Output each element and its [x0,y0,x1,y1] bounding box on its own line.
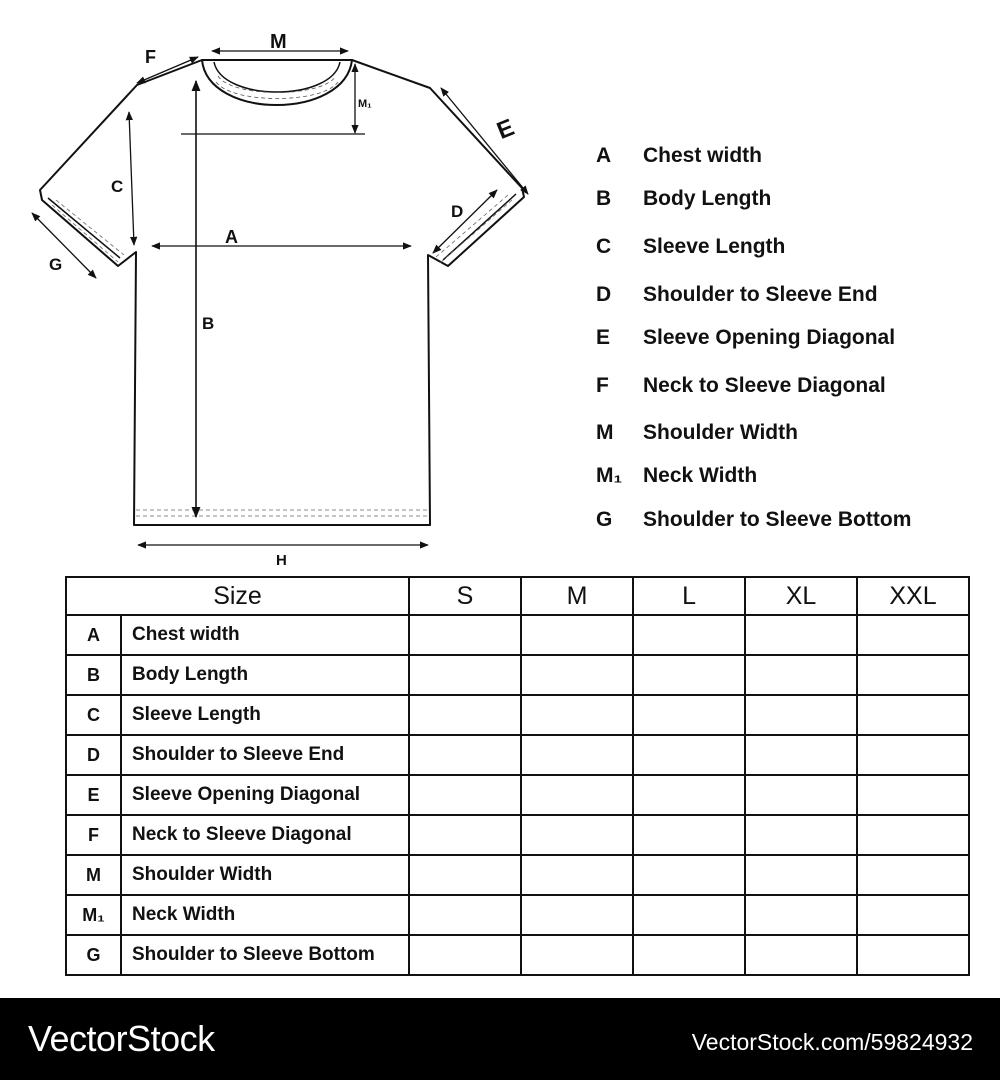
value-cell-l [633,895,745,935]
value-cell-xl [745,815,857,855]
tshirt-diagram [0,0,560,575]
table-row [66,655,969,695]
legend-name: Sleeve Length [643,235,786,258]
legend-name: Body Length [643,187,772,210]
row-name: Sleeve Opening Diagonal [121,775,409,815]
value-cell-s [409,895,521,935]
row-name: Neck to Sleeve Diagonal [121,815,409,855]
value-cell-xxl [857,775,969,815]
legend-name: Shoulder to Sleeve Bottom [643,508,912,531]
value-cell-s [409,735,521,775]
table-row [66,615,969,655]
row-name: Body Length [121,655,409,695]
value-cell-s [409,815,521,855]
value-cell-l [633,735,745,775]
size-column-xxl: XXL [857,577,969,615]
value-cell-xl [745,695,857,735]
table-row [66,695,969,735]
value-cell-m [521,775,633,815]
value-cell-xxl [857,615,969,655]
value-cell-l [633,615,745,655]
label-a: A [225,227,238,247]
table-row [66,735,969,775]
legend-code: E [596,326,611,349]
value-cell-xxl [857,655,969,695]
value-cell-s [409,655,521,695]
value-cell-m [521,935,633,975]
row-name: Shoulder to Sleeve End [121,735,409,775]
legend-item [596,187,996,215]
legend-code: B [596,187,612,210]
value-cell-xxl [857,855,969,895]
size-column-s: S [409,577,521,615]
label-d: D [451,202,464,221]
value-cell-l [633,815,745,855]
value-cell-m [521,615,633,655]
table-header-row [66,577,969,615]
value-cell-s [409,695,521,735]
row-code: G [66,935,121,975]
legend-item [596,326,996,354]
image-id-text: VectorStock.com/59824932 [691,1029,973,1055]
value-cell-m [521,695,633,735]
label-c: C [111,177,124,196]
value-cell-s [409,615,521,655]
legend-item [596,464,996,492]
value-cell-m [521,855,633,895]
row-name: Chest width [121,615,409,655]
legend-code: A [596,144,612,167]
legend-name: Chest width [643,144,762,167]
value-cell-xxl [857,815,969,855]
label-e: E [493,113,519,145]
label-m: M [270,31,287,53]
row-name: Shoulder Width [121,855,409,895]
table-row [66,855,969,895]
legend-name: Shoulder Width [643,421,798,444]
value-cell-l [633,655,745,695]
value-cell-s [409,855,521,895]
row-code: D [66,735,121,775]
legend-name: Shoulder to Sleeve End [643,283,878,306]
row-code: C [66,695,121,735]
table-row [66,815,969,855]
row-name: Neck Width [121,895,409,935]
size-column-xl: XL [745,577,857,615]
footer-bar [0,998,1000,1080]
size-column-l: L [633,577,745,615]
row-code: E [66,775,121,815]
row-code: A [66,615,121,655]
label-m1: M₁ [358,98,372,110]
legend-code: C [596,235,612,258]
value-cell-xl [745,895,857,935]
value-cell-m [521,815,633,855]
value-cell-xl [745,655,857,695]
brand-logo: VectorStock [28,1018,215,1059]
legend-code: M [596,421,614,444]
legend-item [596,508,996,536]
value-cell-xxl [857,695,969,735]
legend-name: Sleeve Opening Diagonal [643,326,896,349]
value-cell-xl [745,935,857,975]
table-row [66,895,969,935]
size-chart-table [65,576,970,976]
value-cell-xl [745,775,857,815]
value-cell-s [409,935,521,975]
size-header: Size [66,577,409,615]
value-cell-xxl [857,895,969,935]
value-cell-xl [745,735,857,775]
legend-item [596,235,996,263]
legend-code: D [596,283,612,306]
legend-item [596,421,996,449]
row-code: M [66,855,121,895]
row-code: B [66,655,121,695]
table-row [66,935,969,975]
value-cell-xxl [857,935,969,975]
value-cell-l [633,695,745,735]
label-g: G [49,255,63,274]
label-b: B [202,314,215,333]
label-h: H [276,552,287,569]
row-code: M₁ [66,895,121,935]
value-cell-l [633,935,745,975]
row-name: Sleeve Length [121,695,409,735]
value-cell-s [409,775,521,815]
value-cell-m [521,735,633,775]
legend-item [596,283,996,311]
legend-item [596,374,996,402]
legend-code: G [596,508,613,531]
value-cell-l [633,855,745,895]
size-column-m: M [521,577,633,615]
legend-code: M₁ [596,464,623,487]
row-code: F [66,815,121,855]
table-row [66,775,969,815]
legend-name: Neck to Sleeve Diagonal [643,374,886,397]
value-cell-l [633,775,745,815]
legend-name: Neck Width [643,464,758,487]
value-cell-m [521,655,633,695]
value-cell-xl [745,615,857,655]
label-f: F [145,47,156,67]
legend-code: F [596,374,609,397]
value-cell-xxl [857,735,969,775]
tshirt-outline [40,60,524,525]
value-cell-xl [745,855,857,895]
legend-item [596,144,996,172]
value-cell-m [521,895,633,935]
row-name: Shoulder to Sleeve Bottom [121,935,409,975]
